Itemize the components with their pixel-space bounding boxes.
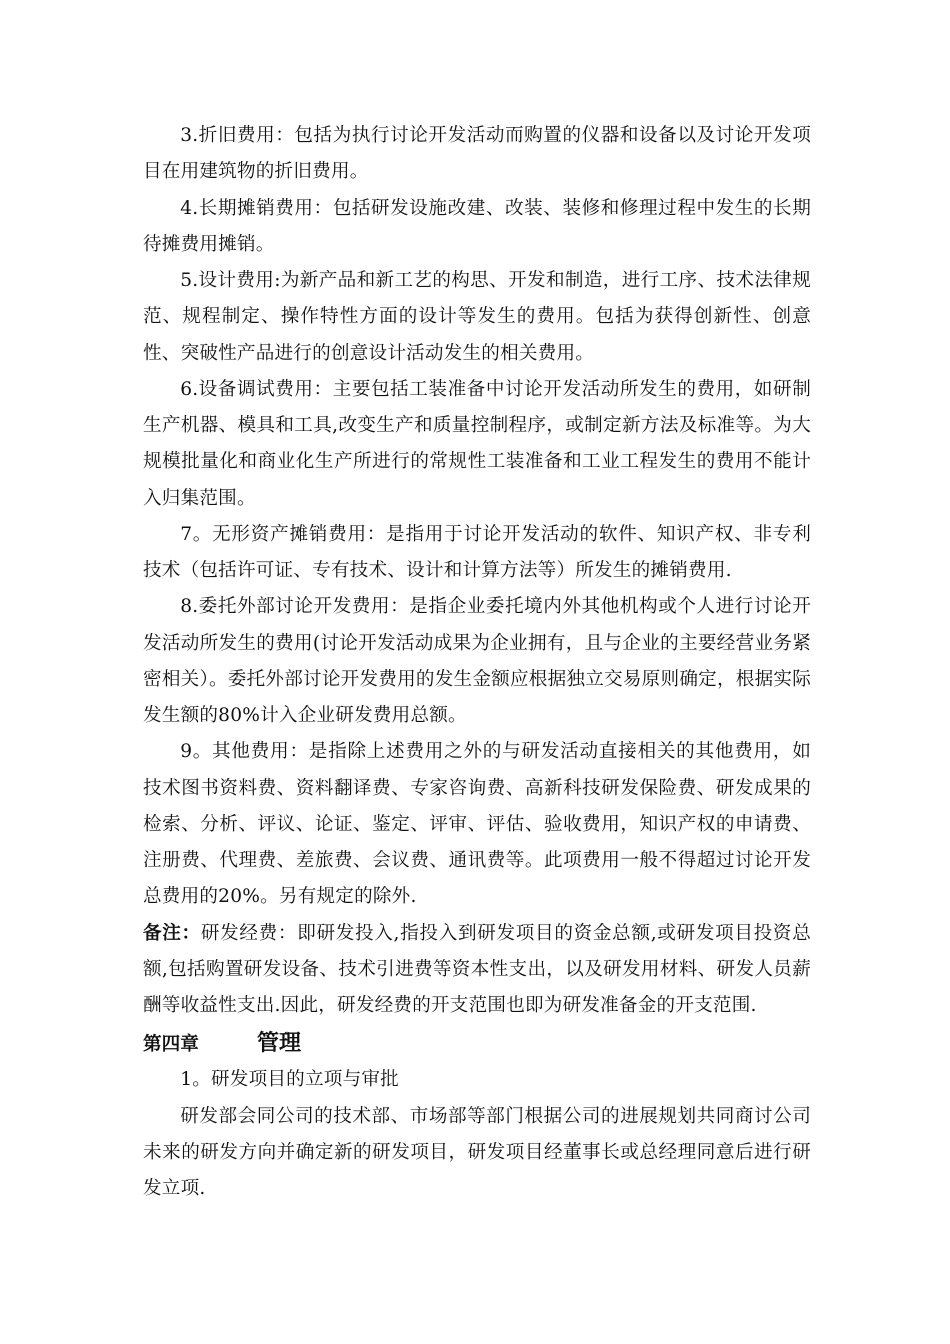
paragraph-depreciation-expense: 3.折旧费用：包括为执行讨论开发活动而购置的仪器和设备以及讨论开发项目在用建筑物的折旧费用。 (143, 125, 811, 183)
chapter-number: 第四章 (143, 1034, 199, 1056)
note-text: 研发经费：即研发投入,指投入到研发项目的资金总额,或研发项目投资总额,包括购置研发设备、技术引进费等资本性支出，以及研发用材料、研发人员薪酬等收益性支出.因此，研发经费的开支范围也即为研发准备金的开支范围. (143, 922, 811, 1016)
paragraph-intangible-asset-amortization: 7。无形资产摊销费用：是指用于讨论开发活动的软件、知识产权、非专利技术（包括许可证、专有技术、设计和计算方法等）所发生的摊销费用. (143, 523, 811, 581)
note-label: 备注： (143, 922, 201, 944)
paragraph-project-approval: 研发部会同公司的技术部、市场部等部门根据公司的进展规划共同商讨公司未来的研发方向并确定新的研发项目，研发项目经董事长或总经理同意后进行研发立项. (143, 1105, 811, 1199)
chapter-title: 管理 (257, 1031, 302, 1057)
document-body (143, 118, 811, 1207)
paragraph-outsourced-rd-expense: 8.委托外部讨论开发费用：是指企业委托境内外其他机构或个人进行讨论开发活动所发生的费用(讨论开发活动成果为企业拥有，且与企业的主要经营业务紧密相关）。委托外部讨论开发费用的发生金额应根据独立交易原则确定，根据实际发生额的80%计入企业研发费用总额。 (143, 596, 811, 726)
note-paragraph (143, 916, 811, 1025)
paragraph-other-expenses: 9。其他费用：是指除上述费用之外的与研发活动直接相关的其他费用，如技术图书资料费、资料翻译费、专家咨询费、高新科技研发保险费、研发成果的检索、分析、评议、论证、鉴定、评审、评估、验收费用，知识产权的申请费、注册费、代理费、差旅费、会议费、通讯费等。此项费用一般不得超过讨论开发总费用的20%。另有规定的除外. (143, 741, 811, 908)
paragraph-long-term-amortization: 4.长期摊销费用：包括研发设施改建、改装、装修和修理过程中发生的长期待摊费用摊销。 (143, 197, 811, 255)
paragraph-equipment-debugging-expense: 6.设备调试费用：主要包括工装准备中讨论开发活动所发生的费用，如研制生产机器、模具和工具,改变生产和质量控制程序，或制定新方法及标准等。为大规模批量化和商业化生产所进行的常规性工装准备和工业工程发生的费用不能计入归集范围。 (143, 378, 811, 509)
chapter-heading (143, 1026, 811, 1062)
paragraph-design-expense: 5.设计费用:为新产品和新工艺的构思、开发和制造，进行工序、技术法律规范、规程制定、操作特性方面的设计等发生的费用。包括为获得创新性、创意性、突破性产品进行的创意设计活动发生的相关费用。 (143, 270, 811, 364)
section-heading-project-approval: 1。研发项目的立项与审批 (180, 1069, 399, 1091)
